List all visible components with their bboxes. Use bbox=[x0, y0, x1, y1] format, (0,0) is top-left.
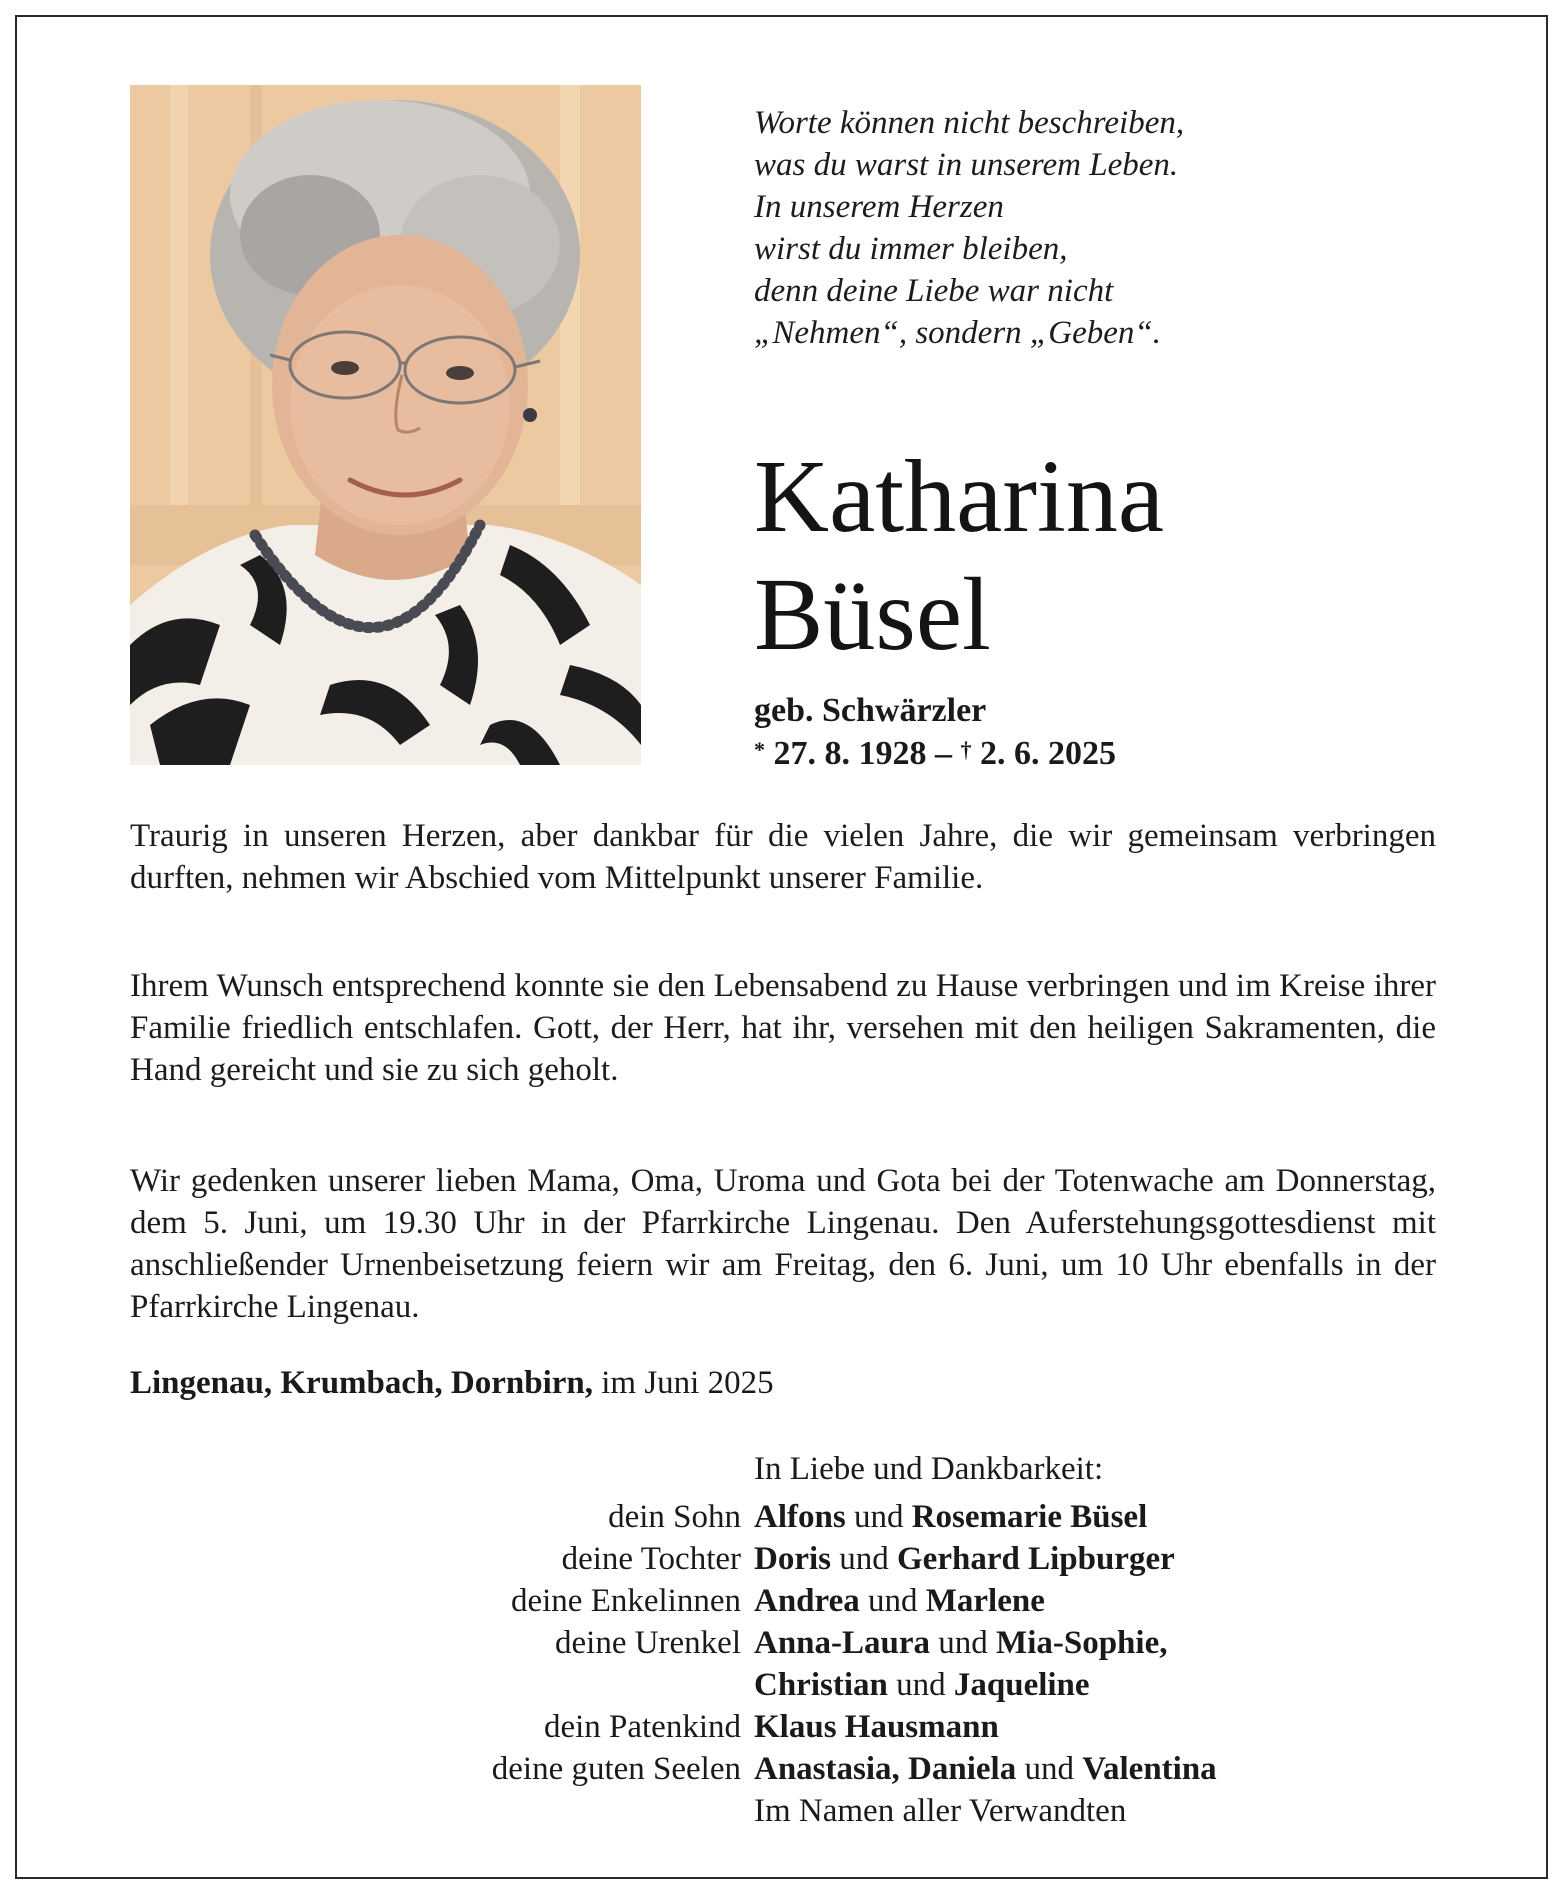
relation: deine Tochter bbox=[561, 1541, 741, 1577]
relation: deine Urenkel bbox=[555, 1625, 741, 1661]
conjunction: und bbox=[859, 1583, 926, 1619]
name-primary: Alfons bbox=[754, 1499, 846, 1535]
relation: dein Patenkind bbox=[543, 1709, 741, 1745]
name-secondary: Mia-Sophie, bbox=[996, 1625, 1168, 1661]
poem-line: was du warst in unserem Leben. bbox=[754, 147, 1179, 183]
family-row bbox=[0, 1664, 1567, 1706]
family-names bbox=[754, 1748, 1217, 1790]
life-dates bbox=[754, 733, 1116, 775]
name-primary: Andrea bbox=[754, 1583, 860, 1619]
name-primary: Anastasia, Daniela bbox=[754, 1751, 1017, 1787]
name-primary: Klaus Hausmann bbox=[754, 1709, 999, 1745]
family-row bbox=[0, 1748, 1567, 1790]
maiden-name: geb. Schwärzler bbox=[754, 692, 987, 729]
name-secondary: Jaqueline bbox=[953, 1667, 1090, 1703]
death-date: 2. 6. 2025 bbox=[980, 735, 1116, 772]
closing-line: Im Namen aller Verwandten bbox=[754, 1793, 1127, 1829]
conjunction: und bbox=[845, 1499, 912, 1535]
family-row bbox=[0, 1580, 1567, 1622]
family-names bbox=[754, 1706, 999, 1748]
relation: deine guten Seelen bbox=[491, 1751, 741, 1787]
family-names bbox=[754, 1622, 1167, 1664]
name-secondary: Valentina bbox=[1082, 1751, 1217, 1787]
conjunction: und bbox=[930, 1625, 997, 1661]
poem-line: In unserem Herzen bbox=[754, 189, 1004, 225]
paragraph-farewell: Traurig in unseren Herzen, aber dankbar für die vielen Jahre, die wir gemeinsam verbringen durften, nehmen wir Abschied vom Mittelpunkt unserer Familie. bbox=[130, 818, 1436, 896]
paragraph-service: Wir gedenken unserer lieben Mama, Oma, Uroma und Gota bei der Totenwache am Donnerstag, dem 5. Juni, um 19.30 Uhr in der Pfarrkirche Lingenau. Den Auferstehungsgottesdienst mit anschließender Urnenbeisetzung feiern wir am Freitag, den 6. Juni, um 10 Uhr ebenfalls in der Pfarrkirche Lingenau. bbox=[130, 1163, 1436, 1325]
memorial-poem bbox=[754, 102, 1184, 354]
poem-line: wirst du immer bleiben, bbox=[754, 231, 1068, 267]
place-and-date bbox=[130, 1362, 774, 1404]
name-primary: Christian bbox=[754, 1667, 888, 1703]
conjunction: und bbox=[831, 1541, 897, 1577]
poem-line: denn deine Liebe war nicht bbox=[754, 273, 1114, 309]
closing-row bbox=[0, 1790, 1567, 1832]
thanks-line: In Liebe und Dankbarkeit: bbox=[754, 1451, 1104, 1487]
family-row bbox=[0, 1496, 1567, 1538]
date-separator: – bbox=[926, 735, 961, 772]
month-year: im Juni 2025 bbox=[593, 1365, 774, 1401]
portrait-photo bbox=[130, 85, 641, 765]
family-row bbox=[0, 1706, 1567, 1748]
deceased-name bbox=[754, 438, 1164, 674]
family-names bbox=[754, 1580, 1045, 1622]
family-names bbox=[754, 1664, 1090, 1706]
family-names bbox=[754, 1496, 1147, 1538]
first-name: Katharina bbox=[754, 439, 1165, 554]
birth-symbol: * bbox=[754, 737, 765, 762]
name-primary: Anna-Laura bbox=[754, 1625, 931, 1661]
relation: dein Sohn bbox=[608, 1499, 741, 1535]
family-names bbox=[754, 1538, 1175, 1580]
family-row bbox=[0, 1622, 1567, 1664]
name-secondary: Rosemarie Büsel bbox=[911, 1499, 1148, 1535]
name-secondary: Marlene bbox=[925, 1583, 1045, 1619]
relation: deine Enkelinnen bbox=[510, 1583, 741, 1619]
paragraph-passing: Ihrem Wunsch entsprechend konnte sie den Lebensabend zu Hause verbringen und im Kreise ihrer Familie friedlich entschlafen. Gott, der Herr, hat ihr, versehen mit den heiligen Sakramenten, die Hand gereicht und sie zu sich geholt. bbox=[130, 968, 1436, 1088]
last-name: Büsel bbox=[754, 557, 991, 672]
name-primary: Doris bbox=[754, 1541, 831, 1577]
towns: Lingenau, Krumbach, Dornbirn, bbox=[130, 1365, 593, 1401]
death-symbol: † bbox=[960, 737, 972, 762]
conjunction: und bbox=[887, 1667, 954, 1703]
poem-line: „Nehmen“, sondern „Geben“. bbox=[754, 315, 1162, 351]
conjunction: und bbox=[1016, 1751, 1083, 1787]
poem-line: Worte können nicht beschreiben, bbox=[754, 105, 1185, 141]
name-secondary: Gerhard Lipburger bbox=[897, 1541, 1175, 1577]
birth-date: 27. 8. 1928 bbox=[773, 735, 927, 772]
family-row bbox=[0, 1538, 1567, 1580]
family-list bbox=[0, 1496, 1567, 1832]
